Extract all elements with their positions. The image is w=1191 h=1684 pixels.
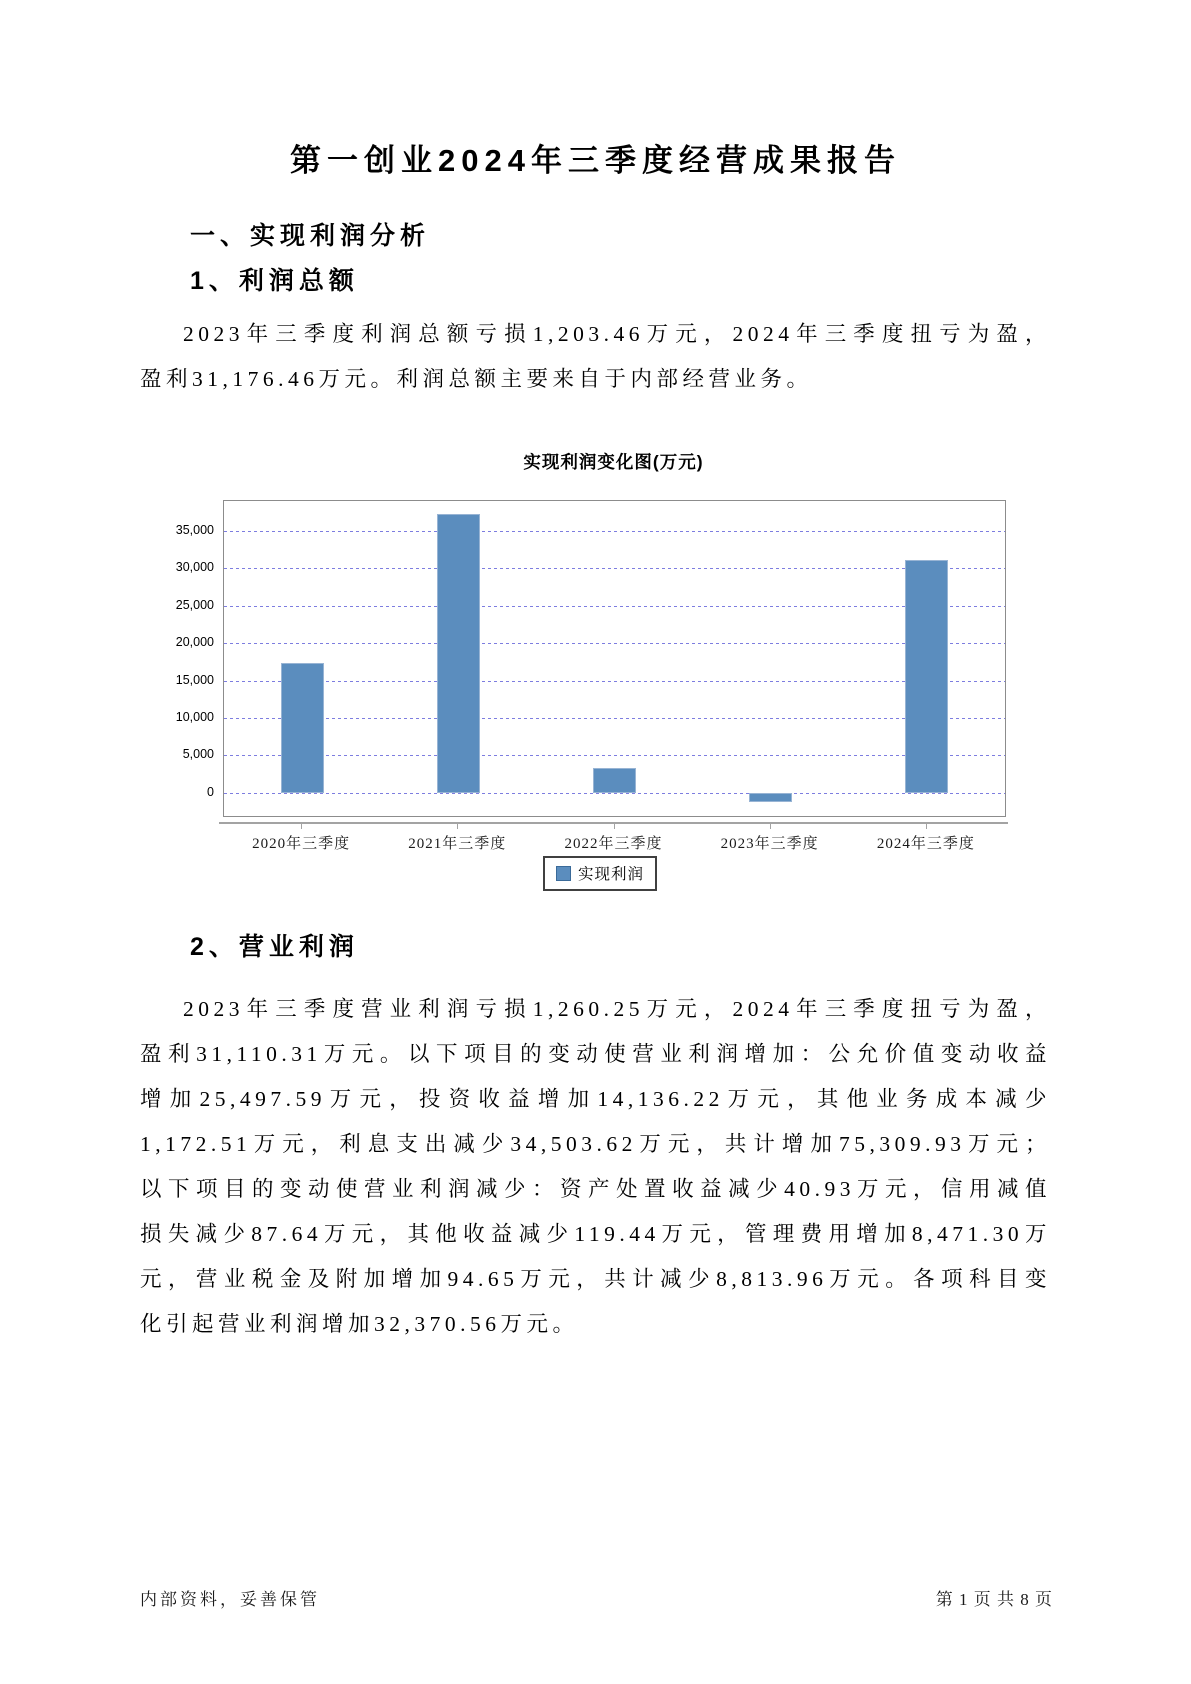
subsection-1-heading: 1、利润总额 <box>190 267 359 295</box>
paragraph-line: 2023年三季度利润总额亏损1,203.46万元，2024年三季度扭亏为盈， <box>183 322 1051 346</box>
y-tick-label: 30,000 <box>175 560 214 575</box>
bar <box>905 560 948 793</box>
gridline <box>224 568 1005 569</box>
paragraph-line: 盈利31,176.46万元。利润总额主要来自于内部经营业务。 <box>140 367 813 391</box>
y-tick-label: 5,000 <box>182 747 214 762</box>
subsection-2-heading: 2、营业利润 <box>190 933 359 961</box>
section-1-heading: 一、实现利润分析 <box>190 222 431 250</box>
x-tick-label: 2024年三季度 <box>876 836 975 852</box>
plot-area <box>223 500 1006 817</box>
bar <box>593 768 636 793</box>
y-tick-label: 15,000 <box>175 672 214 687</box>
paragraph-line: 元，营业税金及附加增加94.65万元，共计减少8,813.96万元。各项科目变 <box>140 1267 1051 1291</box>
bar <box>437 514 480 792</box>
gridline <box>224 681 1005 682</box>
legend-color-swatch <box>556 866 571 881</box>
y-tick-label: 20,000 <box>175 635 214 650</box>
document-title: 第一创业2024年三季度经营成果报告 <box>290 143 901 178</box>
paragraph-line: 2023年三季度营业利润亏损1,260.25万元，2024年三季度扭亏为盈， <box>183 997 1051 1021</box>
x-axis-tick <box>770 824 771 829</box>
gridline <box>224 643 1005 644</box>
footer-confidential-note: 内部资料，妥善保管 <box>140 1590 320 1609</box>
paragraph-line: 1,172.51万元，利息支出减少34,503.62万元，共计增加75,309.93万元； <box>140 1132 1051 1156</box>
profit-total-paragraph <box>140 312 1051 402</box>
gridline <box>224 718 1005 719</box>
paragraph-line: 以下项目的变动使营业利润减少：资产处置收益减少40.93万元，信用减值 <box>140 1177 1051 1201</box>
y-axis-labels <box>128 500 214 815</box>
gridline <box>224 755 1005 756</box>
gridline <box>224 793 1005 794</box>
x-tick-label: 2021年三季度 <box>408 836 507 852</box>
footer-page-number: 第 1 页 共 8 页 <box>935 1590 1053 1609</box>
y-tick-label: 10,000 <box>175 709 214 724</box>
paragraph-line: 损失减少87.64万元，其他收益减少119.44万元，管理费用增加8,471.30万 <box>140 1222 1051 1246</box>
paragraph-line: 化引起营业利润增加32,370.56万元。 <box>140 1312 579 1336</box>
legend-label: 实现利润 <box>578 866 645 883</box>
bar <box>749 793 792 802</box>
x-tick-label: 2023年三季度 <box>720 836 819 852</box>
x-tick-label: 2022年三季度 <box>564 836 663 852</box>
y-tick-label: 0 <box>207 784 214 799</box>
chart-legend <box>543 856 657 891</box>
x-axis-labels <box>223 831 1004 857</box>
gridline <box>224 531 1005 532</box>
paragraph-line: 盈利31,110.31万元。以下项目的变动使营业利润增加：公允价值变动收益 <box>140 1042 1051 1066</box>
operating-profit-paragraph <box>140 987 1051 1347</box>
x-tick-label: 2020年三季度 <box>252 836 351 852</box>
x-axis-tick <box>301 824 302 829</box>
gridline <box>224 606 1005 607</box>
bar <box>281 663 324 792</box>
x-axis-line <box>219 822 1008 824</box>
paragraph-line: 增加25,497.59万元，投资收益增加14,136.22万元，其他业务成本减少 <box>140 1087 1051 1111</box>
x-axis-tick <box>457 824 458 829</box>
x-axis-tick <box>614 824 615 829</box>
y-tick-label: 25,000 <box>175 597 214 612</box>
x-axis-tick <box>926 824 927 829</box>
y-tick-label: 35,000 <box>175 522 214 537</box>
chart-title: 实现利润变化图(万元) <box>523 452 704 472</box>
